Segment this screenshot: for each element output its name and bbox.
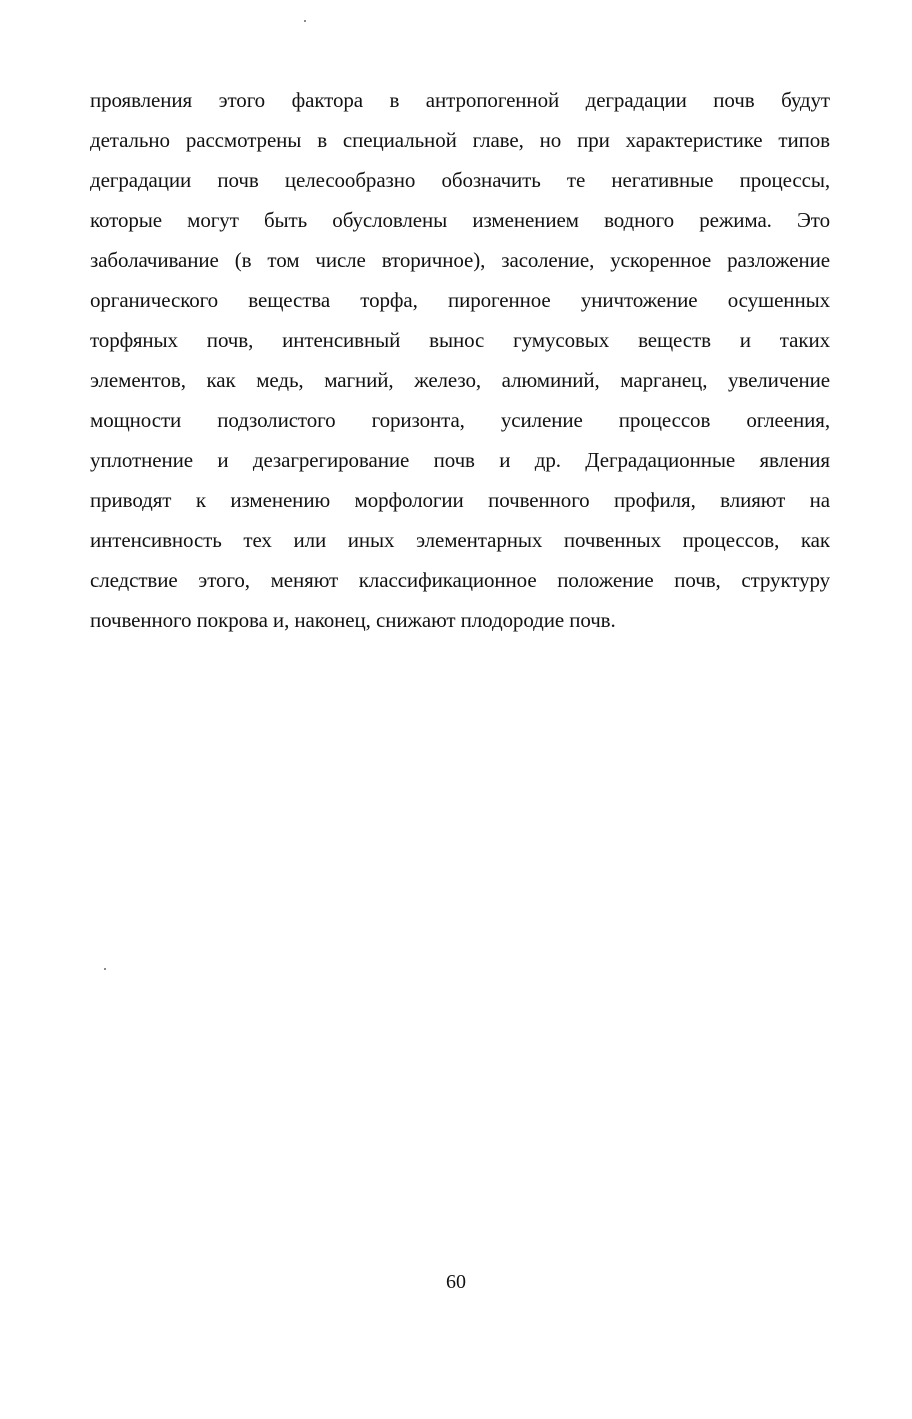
text-line: уплотнение и дезагрегирование почв и др. Деградационные явления <box>90 448 830 472</box>
text-line: почвенного покрова и, наконец, снижают плодородие почв. <box>90 608 616 632</box>
scan-speck <box>304 20 306 22</box>
text-line: которые могут быть обусловлены изменением водного режима. Это <box>90 208 830 232</box>
text-line: мощности подзолистого горизонта, усиление процессов оглеения, <box>90 408 830 432</box>
body-paragraph <box>90 80 830 640</box>
text-line: приводят к изменению морфологии почвенного профиля, влияют на <box>90 488 830 512</box>
text-line: проявления этого фактора в антропогенной деградации почв будут <box>90 88 830 112</box>
text-line: детально рассмотрены в специальной главе, но при характеристике типов <box>90 128 830 152</box>
text-line: следствие этого, меняют классификационное положение почв, структуру <box>90 568 830 592</box>
text-line: органического вещества торфа, пирогенное уничтожение осушенных <box>90 288 830 312</box>
scan-speck <box>104 968 106 970</box>
text-line: элементов, как медь, магний, железо, алюминий, марганец, увеличение <box>90 368 830 392</box>
text-line: деградации почв целесообразно обозначить те негативные процессы, <box>90 168 830 192</box>
text-line: интенсивность тех или иных элементарных почвенных процессов, как <box>90 528 830 552</box>
text-line: торфяных почв, интенсивный вынос гумусовых веществ и таких <box>90 328 830 352</box>
text-line: заболачивание (в том числе вторичное), засоление, ускоренное разложение <box>90 248 830 272</box>
page-number: 60 <box>446 1271 466 1293</box>
